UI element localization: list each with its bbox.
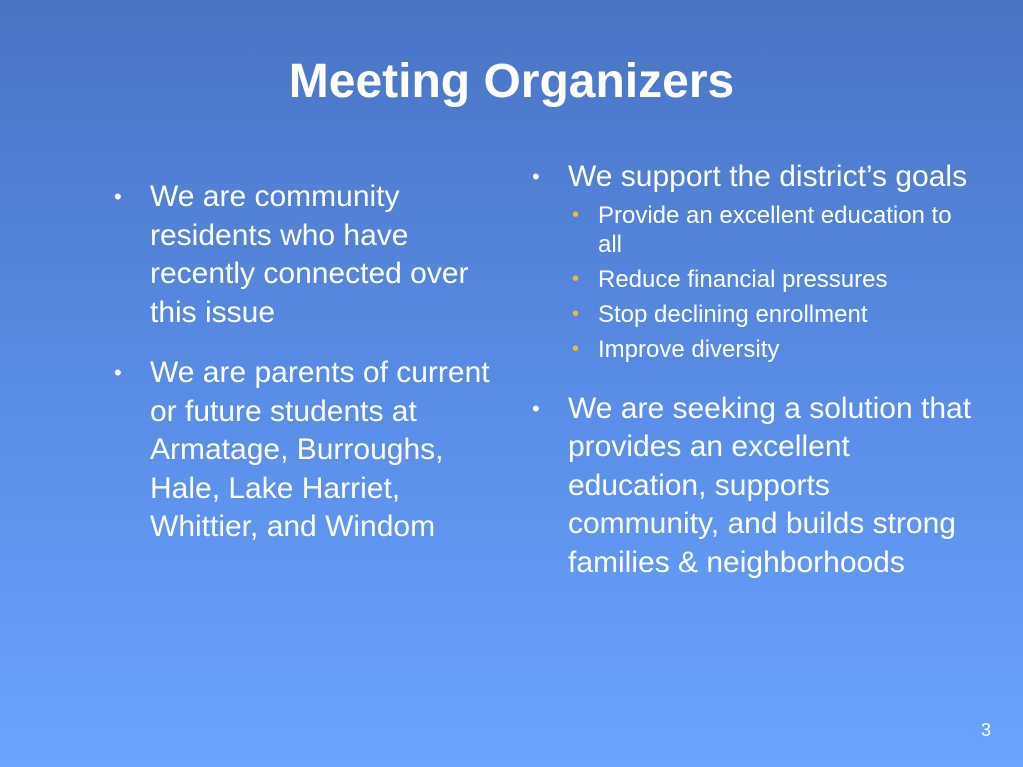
slide-title: Meeting Organizers: [288, 55, 735, 108]
sub-bullet-marker: •: [572, 302, 580, 325]
sub-bullet-marker: •: [572, 337, 580, 360]
bullet-text: We support the district’s goals: [568, 160, 968, 193]
bullet-text: We are parents of current or future students at Armatage, Burroughs, Hale, Lake Harriet, Whittier, and Windom: [150, 356, 490, 543]
sub-bullet-text: Reduce financial pressures: [598, 265, 888, 293]
sub-bullet-declining-enrollment: [568, 300, 972, 329]
right-column: [532, 158, 972, 582]
bullet-text: We are seeking a solution that provides an excellent education, supports community, and builds strong families & neighborhoods: [568, 391, 972, 579]
sub-bullet-marker: •: [572, 203, 580, 226]
bullet-district-goals: [532, 158, 972, 364]
left-column: [114, 178, 509, 547]
bullet-seeking-solution: [532, 390, 972, 583]
bullet-text: We are community residents who have recently connected over this issue: [150, 180, 469, 329]
sub-bullet-excellent-education: [568, 201, 972, 259]
sub-bullet-diversity: [568, 335, 972, 364]
sub-bullet-marker: •: [572, 267, 580, 290]
goals-sub-list: [568, 201, 972, 364]
bullet-community-residents: [114, 178, 509, 332]
sub-bullet-text: Stop declining enrollment: [598, 300, 868, 328]
bullet-parents: [114, 354, 509, 547]
bullet-marker: •: [532, 395, 540, 421]
sub-bullet-text: Improve diversity: [598, 335, 780, 363]
bullet-marker: •: [114, 360, 122, 385]
sub-bullet-financial-pressures: [568, 265, 972, 294]
bullet-marker: •: [532, 164, 540, 189]
sub-bullet-text: Provide an excellent education to all: [598, 201, 952, 258]
bullet-marker: •: [114, 184, 122, 209]
slide-number: 3: [980, 720, 991, 740]
